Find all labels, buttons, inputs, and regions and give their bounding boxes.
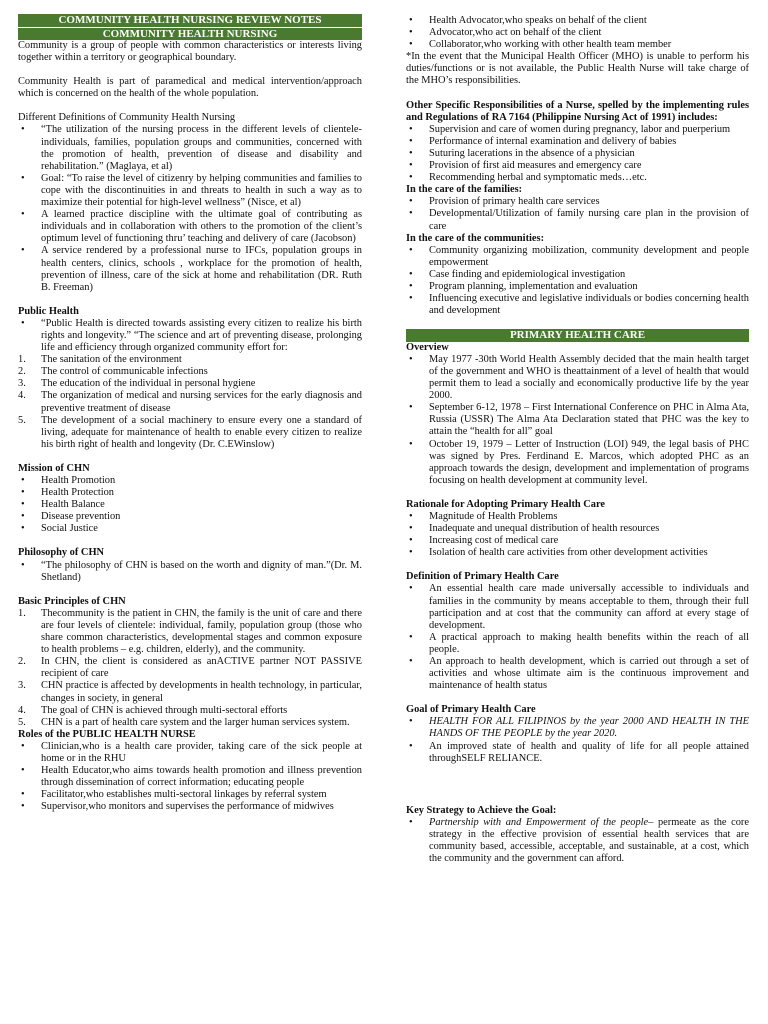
- page-title: COMMUNITY HEALTH NURSING REVIEW NOTES: [18, 14, 362, 27]
- list-item: • Supervision and care of women during pregnancy, labor and puerperium: [406, 124, 749, 136]
- strategy-italic-text: Partnership with and Empowerment of the people: [429, 816, 649, 828]
- public-health-heading: Public Health: [18, 305, 79, 317]
- goal-italic-text: HEALTH FOR ALL FILIPINOS by the year 2000 AND HEALTH IN THE HANDS OF THE PEOPLE by the year 2020.: [429, 716, 749, 740]
- list-item: [406, 817, 749, 865]
- goal-list: [406, 716, 749, 764]
- list-item: • Magnitude of Health Problems: [406, 511, 749, 523]
- list-item: • Health Protection: [18, 487, 362, 499]
- other-responsibilities-heading: Other Specific Responsibilities of a Nurse, spelled by the implementing rules and Regulations of RA 7164 (Philippine Nursing Act of 1991) includes:: [406, 99, 749, 123]
- goal-heading: Goal of Primary Health Care: [406, 704, 536, 716]
- overview-heading: Overview: [406, 341, 449, 353]
- list-item: • A learned practice discipline with the ultimate goal of contributing as individuals and in collaboration with others to the promotion of the client’s optimum level of functioning thru’ teaching and delivery of care (Jacobson): [18, 209, 362, 245]
- list-item: • Collaborator,who working with other health team member: [406, 39, 749, 51]
- list-item: 5. The development of a social machinery to ensure every one a standard of living, adequate for maintenance of health to enable every citizen to realize his birth right of health and longevity (Dr. C.EWinslow): [18, 414, 362, 450]
- left-column: [18, 14, 362, 813]
- definition-community: Community is a group of people with common characteristics or interests living together within a territory or geographical boundary.: [18, 40, 362, 64]
- list-item: • An approach to health development, which is carried out through a set of activities and whose ultimate aim is the continuous improvement and maintenance of health status: [406, 656, 749, 692]
- mission-heading: Mission of CHN: [18, 462, 90, 474]
- mho-note: *In the event that the Municipal Health Officer (MHO) is unable to perform his duties/functions or is not available, the Public Health Nurse will take charge of the MHO’s responsibilities.: [406, 51, 749, 87]
- other-responsibilities-list: [406, 124, 749, 184]
- right-column: [406, 15, 749, 865]
- mission-list: [18, 475, 362, 535]
- list-item: • Suturing lacerations in the absence of a physician: [406, 148, 749, 160]
- list-item: • Isolation of health care activities from other development activities: [406, 547, 749, 559]
- principles-heading: Basic Principles of CHN: [18, 595, 126, 607]
- list-item: 1. The sanitation of the environment: [18, 354, 182, 366]
- strategy-list: [406, 817, 749, 865]
- roles-list: [18, 741, 362, 814]
- communities-list: [406, 245, 749, 318]
- list-item: • An essential health care made universally accessible to individuals and families in the community by means acceptable to them, through their full participation and at cost that the community can afford at every stage of development.: [406, 583, 749, 631]
- families-heading: In the care of the families:: [406, 184, 523, 196]
- definition-phc-list: [406, 583, 749, 692]
- communities-heading: In the care of the communities:: [406, 232, 545, 244]
- list-item: • Health Promotion: [18, 475, 362, 487]
- list-item: • A service rendered by a professional nurse to IFCs, population groups in health centers, clinics, schools , workplace for the promotion of health, prevention of illness, care of the sick at home and rehabilitation (DR. Ruth B. Freeman): [18, 245, 362, 293]
- public-health-list: [18, 354, 362, 451]
- list-item: • September 6-12, 1978 – First International Conference on PHC in Alma Ata, Russia (USSR) The Alma Ata Declaration stated that PHC was the key to attain the “health for all” goal: [406, 402, 749, 438]
- list-item: 4. The goal of CHN is achieved through multi-sectoral efforts: [18, 704, 288, 716]
- list-item: • “The philosophy of CHN is based on the worth and dignity of man.”(Dr. M. Shetland): [18, 560, 362, 584]
- list-item: 1. Thecommunity is the patient in CHN, the family is the unit of care and there are four levels of clientele: individual, family, population group (those who share common characteristics, developmental stages and common exposure to health problems – e.g. children, elderly), and the community.: [18, 607, 362, 656]
- public-health-quote-list: [18, 318, 362, 354]
- list-item: • An improved state of health and quality of life for all people attained throughSELF RELIANCE.: [406, 741, 749, 765]
- list-item: • Advocator,who act on behalf of the client: [406, 27, 749, 39]
- list-item: • Performance of internal examination and delivery of babies: [406, 136, 749, 148]
- definitions-list: [18, 124, 362, 293]
- roles-list-continued: [406, 15, 749, 51]
- list-item: • “Public Health is directed towards assisting every citizen to realize his birth rights and longevity.” “The science and art of preventing disease, prolonging life and efficiency through organized community effort for:: [18, 318, 362, 354]
- rationale-list: [406, 511, 749, 559]
- list-item: [406, 716, 749, 740]
- rationale-heading: Rationale for Adopting Primary Health Care: [406, 498, 606, 510]
- list-item: • Clinician,who is a health care provider, taking care of the sick people at home or in the RHU: [18, 741, 362, 765]
- list-item: • Health Balance: [18, 499, 362, 511]
- definitions-heading: Different Definitions of Community Health Nursing: [18, 112, 236, 124]
- strategy-text: – permeate as the core strategy in the effective provision of essential health services that are community based, accessible, acceptable, and sustainable, at a cost, which the community and the government can afford.: [429, 816, 749, 865]
- list-item: • Case finding and epidemiological investigation: [406, 269, 749, 281]
- list-item: 4. The organization of medical and nursing services for the early diagnosis and preventive treatment of disease: [18, 390, 362, 414]
- list-item: • Program planning, implementation and evaluation: [406, 281, 749, 293]
- list-item: 2. In CHN, the client is considered as anACTIVE partner NOT PASSIVE recipient of care: [18, 656, 362, 680]
- list-item: 3. The education of the individual in personal hygiene: [18, 378, 256, 390]
- list-item: • Disease prevention: [18, 511, 362, 523]
- list-item: • Provision of first aid measures and emergency care: [406, 160, 749, 172]
- list-item: • Health Educator,who aims towards health promotion and illness prevention through dissemination of correct information; educating people: [18, 765, 362, 789]
- list-item: • Supervisor,who monitors and supervises the performance of midwives: [18, 801, 362, 813]
- list-item: • Social Justice: [18, 523, 362, 535]
- list-item: • October 19, 1979 – Letter of Instruction (LOI) 949, the legal basis of PHC was signed by Pres. Ferdinand E. Marcos, which adopted PHC as an approach towards the design, development and implementation of programs focusing on health development at community level.: [406, 439, 749, 487]
- list-item: • A practical approach to making health benefits within the reach of all people.: [406, 632, 749, 656]
- list-item: • Facilitator,who establishes multi-sectoral linkages by referral system: [18, 789, 362, 801]
- list-item: 5. CHN is a part of health care system and the larger human services system.: [18, 716, 350, 728]
- list-item: • Influencing executive and legislative individuals or bodies concerning health and development: [406, 293, 749, 317]
- list-item: • Goal: “To raise the level of citizenry by helping communities and families to cope with the discontinuities in and threats to health in such a way as to maximize their potential for high-level wellness” (Nisce, et al): [18, 173, 362, 209]
- principles-list: [18, 608, 362, 729]
- families-list: [406, 196, 749, 232]
- list-item: 2. The control of communicable infections: [18, 366, 208, 378]
- section-title-chn: COMMUNITY HEALTH NURSING: [18, 28, 362, 41]
- list-item: • Health Advocator,who speaks on behalf of the client: [406, 15, 749, 27]
- list-item: • Inadequate and unequal distribution of health resources: [406, 523, 749, 535]
- list-item: • Recommending herbal and symptomatic meds…etc.: [406, 172, 749, 184]
- list-item: • Developmental/Utilization of family nursing care plan in the provision of care: [406, 208, 749, 232]
- list-item: • Provision of primary health care services: [406, 196, 749, 208]
- roles-heading: Roles of the PUBLIC HEALTH NURSE: [18, 728, 196, 740]
- list-item: • May 1977 -30th World Health Assembly decided that the main health target of the government and WHO is theattainment of a level of health that would permit them to lead a socially and economically productive life by the year 2000.: [406, 354, 749, 402]
- list-item: • Increasing cost of medical care: [406, 535, 749, 547]
- strategy-heading: Key Strategy to Achieve the Goal:: [406, 804, 557, 816]
- section-title-phc: PRIMARY HEALTH CARE: [406, 329, 749, 342]
- list-item: • “The utilization of the nursing process in the different levels of clientele-individuals, families, population groups and communities, concerned with the promotion of health, prevention of disease and disability and rehabilitation.” (Maglaya, et al): [18, 124, 362, 172]
- list-item: • Community organizing mobilization, community development and people empowerment: [406, 245, 749, 269]
- philosophy-list: [18, 560, 362, 584]
- definition-phc-heading: Definition of Primary Health Care: [406, 571, 559, 583]
- definition-community-health: Community Health is part of paramedical and medical intervention/approach which is concerned on the health of the whole population.: [18, 76, 362, 100]
- philosophy-heading: Philosophy of CHN: [18, 547, 105, 559]
- overview-list: [406, 354, 749, 487]
- list-item: 3. CHN practice is affected by developments in health technology, in particular, changes in society, in general: [18, 680, 362, 704]
